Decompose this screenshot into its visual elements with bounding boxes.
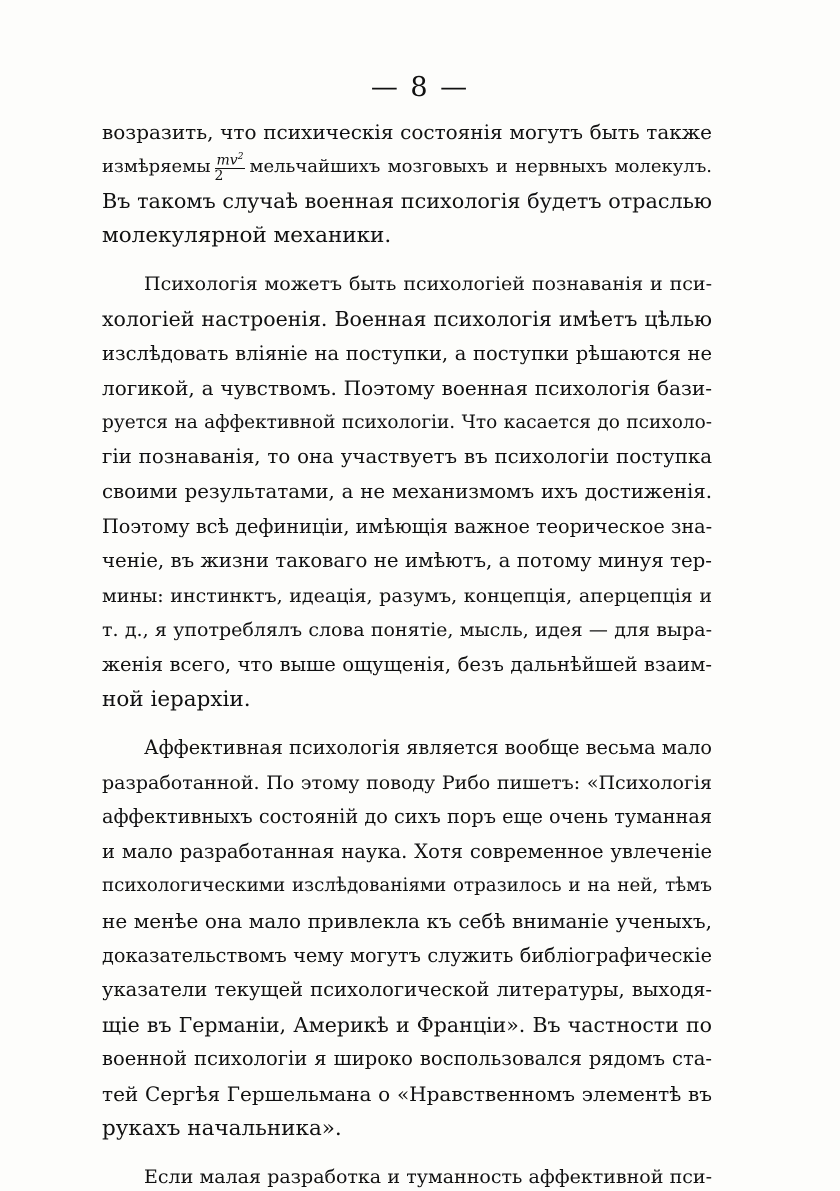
text-line: доказательствомъ чему могутъ служить библіографическіе	[102, 943, 712, 967]
text-line: щіе въ Германіи, Америкѣ и Франціи». Въ частности по	[102, 1012, 712, 1037]
text-line: логикой, а чувствомъ. Поэтому военная психологія бази-	[102, 376, 712, 401]
text-line: не менѣе она мало привлекла къ себѣ вниманіе ученыхъ,	[102, 909, 712, 934]
paragraph-gap	[102, 717, 712, 731]
kinetic-energy-formula	[215, 150, 246, 183]
text-line: Психологія можетъ быть психологіей познаванія и пси-	[144, 273, 712, 296]
fraction-numerator	[215, 150, 246, 169]
text-line: Поэтому всѣ дефиниціи, имѣющія важное теорическое зна-	[102, 514, 713, 538]
text-segment: мельчайшихъ мозговыхъ и нервныхъ молекулъ.	[249, 155, 712, 177]
text-line: ченіе, въ жизни таковаго не имѣютъ, а потому минуя тер-	[102, 549, 712, 573]
paragraph-gap	[102, 1146, 712, 1160]
text-line: женія всего, что выше ощущенія, безъ дальнѣйшей взаим-	[102, 652, 712, 676]
fraction-denominator: 2	[214, 167, 224, 184]
text-line: хологіей настроенія. Военная психологія имѣетъ цѣлью	[102, 306, 712, 331]
body-text	[102, 115, 712, 1191]
text-line: Въ такомъ случаѣ военная психологія будетъ отраслью	[102, 189, 712, 214]
text-line: рукахъ начальника».	[102, 1115, 342, 1141]
text-line: разработанной. По этому поводу Рибо пишетъ: «Психологія	[102, 771, 712, 794]
text-line: возразить, что психическія состоянія могутъ быть также	[102, 120, 712, 144]
text-line: т. д., я употреблялъ слова понятіе, мысль, идея — для выра-	[102, 619, 712, 642]
paragraph-4	[102, 1160, 712, 1191]
paragraph-2	[102, 267, 712, 717]
paragraph-1	[102, 115, 712, 253]
text-line-with-formula	[102, 150, 712, 185]
text-line: своими результатами, а не механизмомъ ихъ достиженія.	[102, 479, 712, 503]
text-segment: измѣряемы	[102, 155, 211, 177]
page-number: — 8 —	[370, 72, 470, 103]
text-line: гіи познаванія, то она участвуетъ въ психологіи поступка	[102, 445, 712, 469]
text-line: мины: инстинктъ, идеація, разумъ, концепція, аперцепція и	[102, 584, 712, 607]
text-line: ной іерархіи.	[102, 686, 251, 712]
text-line: руется на аффективной психологіи. Что касается до психоло-	[102, 411, 712, 433]
paragraph-3	[102, 731, 712, 1146]
text-line: аффективныхъ состояній до сихъ поръ еще очень туманная	[102, 805, 712, 829]
paragraph-gap	[102, 253, 712, 267]
fraction-exponent: 2	[237, 152, 244, 163]
text-line: Если малая разработка и туманность аффективной пси-	[144, 1166, 712, 1189]
text-line: Аффективная психологія является вообще весьма мало	[144, 736, 713, 760]
text-line: указатели текущей психологической литературы, выходя-	[102, 978, 712, 1002]
text-line: молекулярной механики.	[102, 222, 392, 248]
text-line: и мало разработанная наука. Хотя современное увлеченіе	[102, 839, 712, 863]
fraction-numerator-text: mv	[216, 152, 238, 169]
text-line: тей Сергѣя Гершельмана о «Нравственномъ элементѣ въ	[102, 1082, 712, 1107]
text-line: изслѣдовать вліяніе на поступки, а поступки рѣшаются не	[102, 341, 712, 365]
text-line: военной психологіи я широко воспользовался рядомъ ста-	[102, 1047, 712, 1071]
text-line: психологическими изслѣдованіями отразилось и на ней, тѣмъ	[102, 875, 712, 897]
